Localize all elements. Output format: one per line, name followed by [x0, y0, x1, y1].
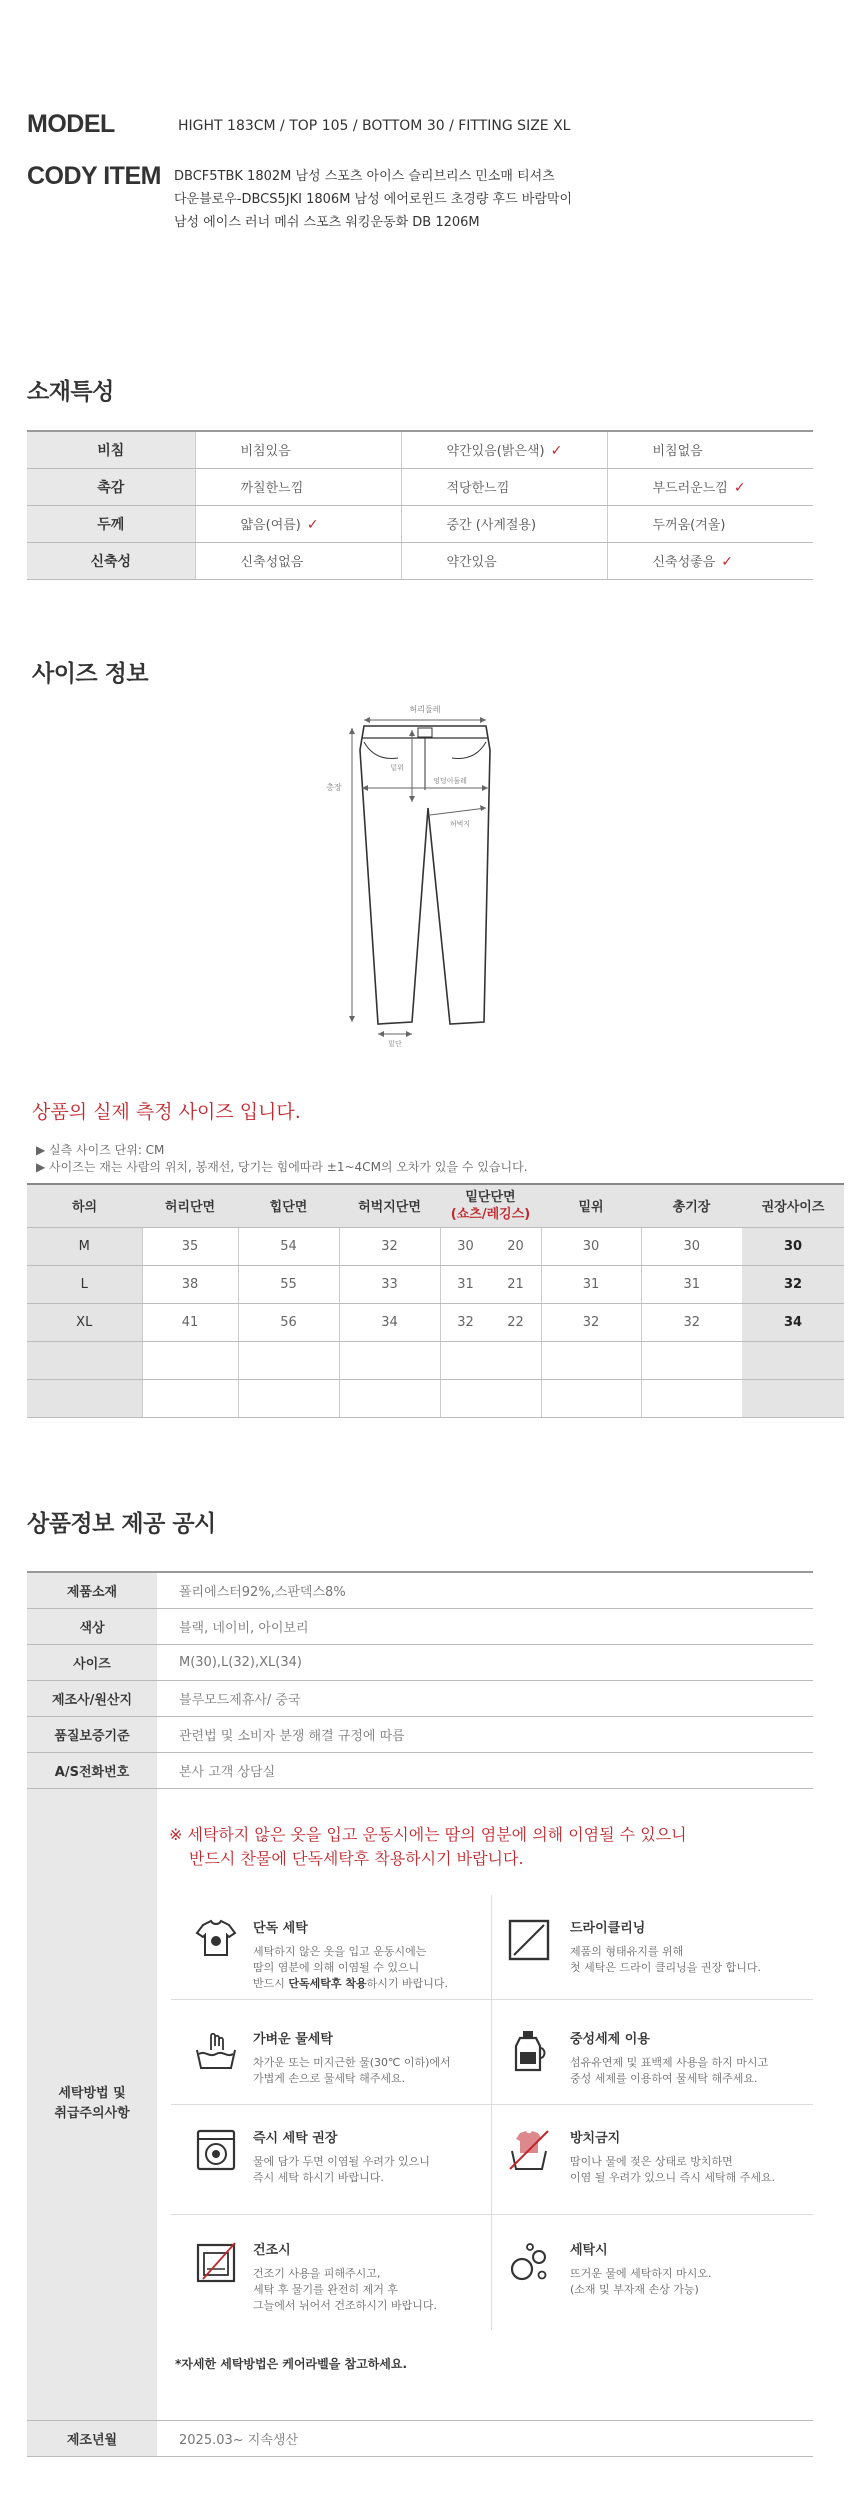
material-row [27, 542, 813, 579]
check-icon: ✓ [721, 554, 734, 570]
size-hem-shorts: 21 [507, 1276, 524, 1292]
size-row [27, 1227, 844, 1265]
care-item [492, 2000, 813, 2105]
care-desc-line: 땀이나 물에 젖은 상태로 방치하면 [570, 2154, 733, 2168]
care-item [171, 2215, 492, 2330]
size-hem [440, 1227, 541, 1265]
material-option: 적당한느낌 [401, 468, 607, 505]
size-header-waist: 허리단면 [142, 1184, 238, 1227]
material-label: 비침 [27, 431, 195, 468]
care-title: 즉시 세탁 권장 [253, 2130, 338, 2146]
shirt-icon [193, 1915, 239, 1961]
size-subtitle: 상품의 실제 측정 사이즈 입니다. [32, 1101, 301, 1123]
material-option: 비침없음 [607, 431, 813, 468]
size-rise: 30 [541, 1227, 641, 1265]
pants-diagram [300, 690, 560, 1050]
product-info-value: 블랙, 네이비, 아이보리 [157, 1608, 813, 1644]
check-icon: ✓ [306, 517, 319, 533]
care-item [492, 1895, 813, 2000]
size-notes [36, 1142, 528, 1176]
size-name: L [27, 1265, 142, 1303]
product-info-row [27, 1716, 813, 1752]
product-info-row [27, 1680, 813, 1716]
wash-warning: ※ 세탁하지 않은 옷을 입고 운동시에는 땀의 염분에 의해 이염될 수 있으니 반드시 찬물에 단독세탁후 착용하시기 바랍니다. [169, 1824, 687, 1868]
material-option: 비침있음 [195, 431, 401, 468]
material-option: 부드러운느낌 ✓ [607, 468, 813, 505]
size-hip: 56 [238, 1303, 339, 1341]
diagram-label-waist: 허리둘레 [409, 705, 441, 714]
care-item [171, 2105, 492, 2215]
cody-item: 남성 에이스 러너 메쉬 스포츠 워킹운동화 DB 1206M [174, 215, 480, 230]
product-info-row [27, 1752, 813, 1788]
product-info-label: 사이즈 [27, 1644, 157, 1680]
size-length: 30 [641, 1227, 742, 1265]
material-option: 까칠한느낌 [195, 468, 401, 505]
size-table-header [27, 1184, 844, 1227]
care-title: 세탁시 [570, 2242, 608, 2258]
diagram-label-total: 총장 [326, 783, 342, 792]
material-option: 중간 (사계절용) [401, 505, 607, 542]
cody-item: DBCF5TBK 1802M 남성 스포츠 아이스 슬리브리스 민소매 티셔츠 [174, 169, 555, 184]
size-header-recommended: 권장사이즈 [742, 1184, 844, 1227]
product-info-value: 폴리에스터92%,스판덱스8% [157, 1572, 813, 1608]
size-waist: 38 [142, 1265, 238, 1303]
size-hem-full: 31 [457, 1276, 474, 1292]
care-desc-line: 이염 될 우려가 있으니 즉시 세탁해 주세요. [570, 2170, 776, 2184]
diagram-label-hem: 밑단 [388, 1040, 402, 1048]
care-desc-line: 가볍게 손으로 물세탁 해주세요. [253, 2071, 406, 2085]
wash-content [157, 1788, 813, 2420]
material-label: 두께 [27, 505, 195, 542]
diagram-label-thigh: 허벅지 [449, 820, 471, 828]
care-item [171, 1895, 492, 2000]
care-item [492, 2215, 813, 2330]
size-length: 32 [641, 1303, 742, 1341]
care-desc-line: (소재 및 부자재 손상 가능) [570, 2282, 699, 2296]
product-info-label: A/S전화번호 [27, 1752, 157, 1788]
care-desc-line: 차가운 또는 미지근한 물(30℃ 이하)에서 [253, 2055, 451, 2069]
care-note: *자세한 세탁방법은 케어라벨을 참고하세요. [175, 2356, 408, 2371]
size-row-empty [27, 1379, 844, 1417]
size-rise: 31 [541, 1265, 641, 1303]
size-row-empty [27, 1341, 844, 1379]
product-info-row [27, 1572, 813, 1608]
product-info-title: 상품정보 제공 공시 [27, 1511, 216, 1537]
product-info-label: 품질보증기준 [27, 1716, 157, 1752]
product-info-value: 관련법 및 소비자 분쟁 해결 규정에 따름 [157, 1716, 813, 1752]
size-recommended: 32 [742, 1265, 844, 1303]
size-header-hem: 밑단단면 (쇼츠/레깅스) [440, 1184, 541, 1227]
size-name: XL [27, 1303, 142, 1341]
care-item [492, 2105, 813, 2215]
material-option: 두꺼움(겨울) [607, 505, 813, 542]
material-title: 소재특성 [27, 379, 114, 405]
care-title: 방치금지 [570, 2130, 621, 2146]
size-hem [440, 1265, 541, 1303]
size-note: ▶ 사이즈는 재는 사람의 위치, 봉재선, 당기는 힘에따라 ±1~4CM의 오차가 있을 수 있습니다. [36, 1160, 528, 1174]
hand-wash-icon [193, 2028, 239, 2074]
size-table [27, 1183, 844, 1418]
size-waist: 41 [142, 1303, 238, 1341]
bubbles-icon [506, 2239, 552, 2285]
size-rise: 32 [541, 1303, 641, 1341]
cody-item-list [174, 165, 572, 234]
no-leave-icon [506, 2127, 552, 2173]
diagram-label-rise: 밑위 [390, 764, 404, 772]
wash-row [27, 1788, 813, 2420]
care-grid [171, 1895, 813, 2337]
care-desc-line: 섬유유연제 및 표백제 사용을 하지 마시고 [570, 2055, 769, 2069]
material-option: 신축성없음 [195, 542, 401, 579]
model-label: MODEL [27, 110, 115, 138]
size-hem-full: 30 [457, 1238, 474, 1254]
size-header-thigh: 허벅지단면 [339, 1184, 440, 1227]
care-desc-line: 제품의 형태유지를 위해 [570, 1944, 684, 1958]
detergent-icon [506, 2028, 552, 2074]
size-row [27, 1303, 844, 1341]
care-desc-line: 세탁하지 않은 옷을 입고 운동시에는 [253, 1944, 427, 1958]
size-thigh: 33 [339, 1265, 440, 1303]
size-header-bottom: 하의 [27, 1184, 142, 1227]
care-desc-line: 땀의 염분에 의해 이염될 수 있으니 [253, 1960, 420, 1974]
size-hip: 55 [238, 1265, 339, 1303]
material-label: 촉감 [27, 468, 195, 505]
size-header-hip: 힙단면 [238, 1184, 339, 1227]
care-title: 중성세제 이용 [570, 2031, 650, 2047]
diagram-label-hip: 엉덩이둘레 [433, 777, 467, 785]
size-hem-full: 32 [457, 1314, 474, 1330]
size-waist: 35 [142, 1227, 238, 1265]
care-desc-line: 세탁 후 물기를 완전히 제거 후 [253, 2282, 398, 2296]
size-note: ▶ 실측 사이즈 단위: CM [36, 1143, 165, 1157]
size-length: 31 [641, 1265, 742, 1303]
care-item [171, 2000, 492, 2105]
size-hem-shorts: 22 [507, 1314, 524, 1330]
washer-icon [193, 2127, 239, 2173]
size-hip: 54 [238, 1227, 339, 1265]
material-row [27, 431, 813, 468]
product-info-label: 색상 [27, 1608, 157, 1644]
material-option: 약간있음 [401, 542, 607, 579]
size-header-length: 총기장 [641, 1184, 742, 1227]
care-desc-line: 그늘에서 뉘어서 건조하시기 바랍니다. [253, 2298, 438, 2312]
mfg-value: 2025.03~ 지속생산 [157, 2420, 813, 2456]
size-row [27, 1265, 844, 1303]
size-hem-shorts: 20 [507, 1238, 524, 1254]
product-info-label: 제조사/원산지 [27, 1680, 157, 1716]
product-info-table [27, 1571, 813, 2457]
size-thigh: 34 [339, 1303, 440, 1341]
material-option: 약간있음(밝은색) ✓ [401, 431, 607, 468]
size-info-title: 사이즈 정보 [32, 661, 149, 687]
product-info-value: 본사 고객 상담실 [157, 1752, 813, 1788]
care-title: 단독 세탁 [253, 1920, 308, 1936]
care-title: 건조시 [253, 2242, 291, 2258]
material-row [27, 505, 813, 542]
check-icon: ✓ [550, 443, 563, 460]
size-hem [440, 1303, 541, 1341]
care-desc-line: 뜨거운 물에 세탁하지 마시오. [570, 2266, 712, 2280]
care-desc-line: 중성 세제를 이용하여 물세탁 해주세요. [570, 2071, 758, 2085]
care-desc-line: 첫 세탁은 드라이 클리닝을 권장 합니다. [570, 1960, 761, 1974]
size-header-hem-sub: (쇼츠/레깅스) [450, 1206, 531, 1222]
size-recommended: 30 [742, 1227, 844, 1265]
care-title: 드라이클리닝 [570, 1920, 646, 1936]
check-icon: ✓ [733, 480, 746, 496]
care-desc-line: 즉시 세탁 하시기 바랍니다. [253, 2170, 384, 2184]
wash-label: 세탁방법 및 취급주의사항 [27, 1788, 157, 2420]
size-recommended: 34 [742, 1303, 844, 1341]
dry-clean-icon [506, 1917, 552, 1963]
care-desc-line: 반드시 단독세탁후 착용하시기 바랍니다. [253, 1976, 448, 1990]
dryer-icon [193, 2239, 239, 2285]
material-label: 신축성 [27, 542, 195, 579]
product-info-label: 제품소재 [27, 1572, 157, 1608]
care-desc-line: 건조기 사용을 피해주시고, [253, 2266, 381, 2280]
model-info: HIGHT 183CM / TOP 105 / BOTTOM 30 / FITTING SIZE XL [178, 118, 571, 134]
material-option: 신축성좋음 ✓ [607, 542, 813, 579]
size-header-rise: 밑위 [541, 1184, 641, 1227]
size-thigh: 32 [339, 1227, 440, 1265]
product-info-row [27, 1644, 813, 1680]
size-name: M [27, 1227, 142, 1265]
product-info-value: M(30),L(32),XL(34) [157, 1644, 813, 1680]
product-info-value: 블루모드제휴사/ 중국 [157, 1680, 813, 1716]
care-desc-line: 물에 담가 두면 이염될 우려가 있으니 [253, 2154, 430, 2168]
material-row [27, 468, 813, 505]
cody-label: CODY ITEM [27, 162, 161, 190]
care-title: 가벼운 물세탁 [253, 2031, 333, 2047]
material-table [27, 430, 813, 580]
cody-item: 다운블로우-DBCS5JKI 1806M 남성 에어로윈드 초경량 후드 바람막이 [174, 192, 572, 207]
material-option: 얇음(여름) ✓ [195, 505, 401, 542]
mfg-row [27, 2420, 813, 2456]
product-info-row [27, 1608, 813, 1644]
mfg-label: 제조년월 [27, 2420, 157, 2456]
